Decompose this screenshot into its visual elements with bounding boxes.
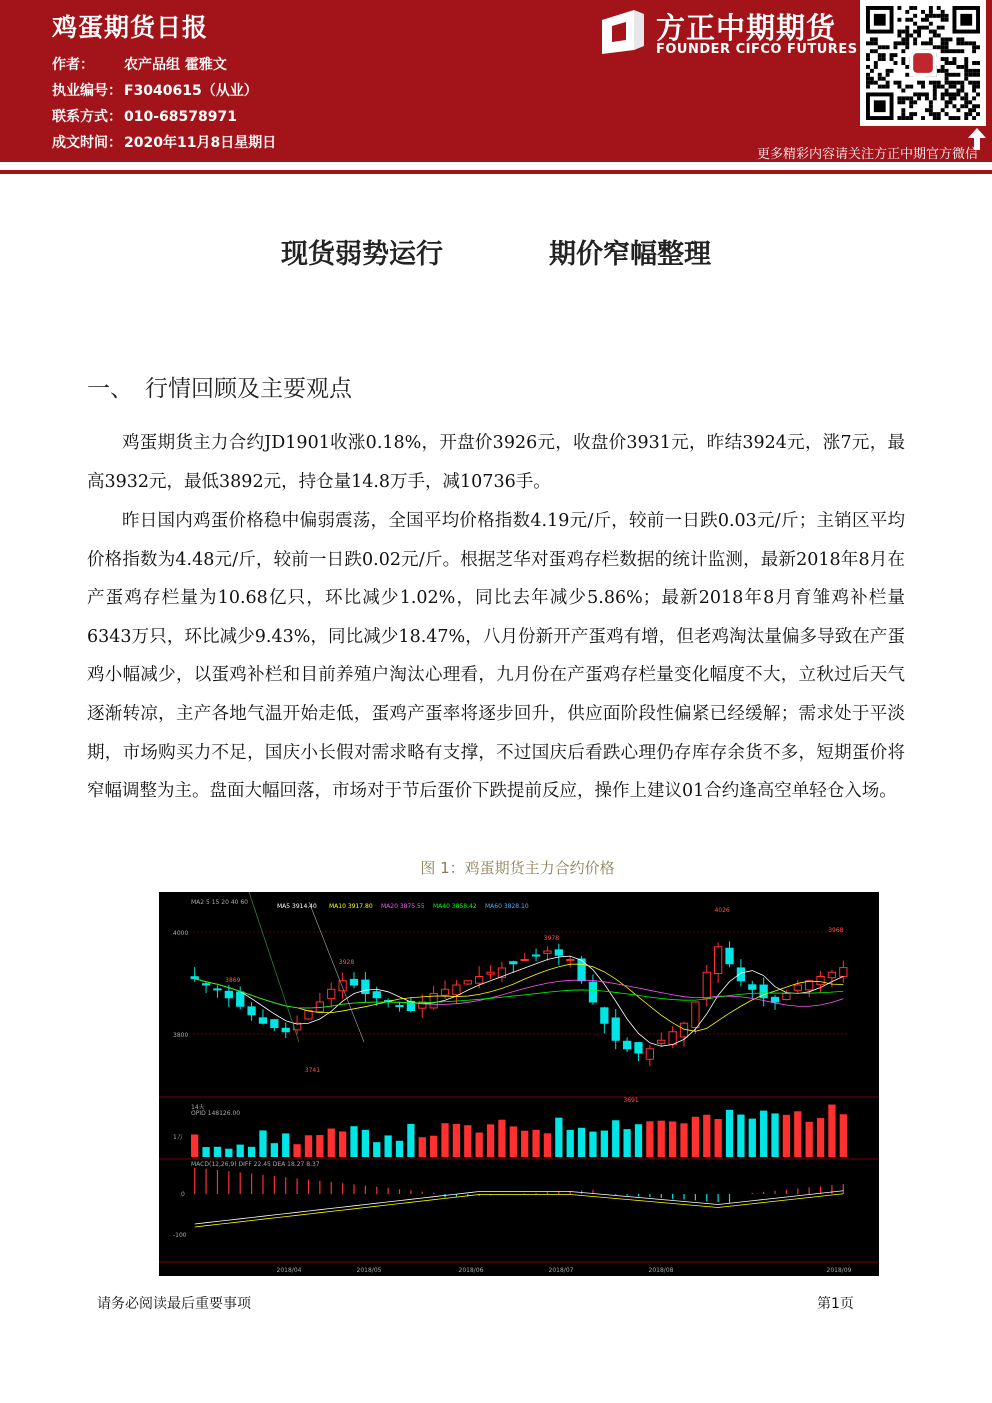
volume-bar: [248, 1147, 255, 1157]
candle-body: [271, 1020, 278, 1028]
volume-bar: [441, 1123, 448, 1157]
paragraph-analysis: 昨日国内鸡蛋价格稳中偏弱震荡，全国平均价格指数4.19元/斤，较前一日跌0.03元/斤；主销区平均价格指数为4.48元/斤，较前一日跌0.02元/斤。根据芝华对蛋鸡存栏数据的统计监测，最新2018年8月在产蛋鸡存栏量为10.68亿只，环比减少1.02%，同比去年减少5.86%；最新2018年8月育雏鸡补栏量6343万只，环比减少9.43%，同比减少18.47%，八月份新开产蛋鸡有增，但老鸡淘汰量偏多导致在产蛋鸡小幅减少，以蛋鸡补栏和目前养殖户淘汰心理看，九月份在产蛋鸡存栏量变化幅度不大，立秋过后天气逐渐转凉，主产各地气温开始走低，蛋鸡产蛋率将逐步回升，供应面阶段性偏紧已经缓解；需求处于平淡期，市场购买力不足，国庆小长假对需求略有支撑，不过国庆后看跌心理仍存库存余货不多，短期蛋价将窄幅调整为主。盘面大幅回落，市场对于节后蛋价下跌提前反应，操作上建议01合约逢高空单轻仓入场。: [87, 511, 905, 802]
candle-body: [589, 982, 596, 1002]
candle-body: [658, 1040, 665, 1043]
meta-author: 作者： 农产品组 霍雅文: [52, 57, 227, 73]
volume-bar: [396, 1141, 403, 1157]
volume-bar: [589, 1132, 596, 1157]
macd-y-tick: -100: [173, 1232, 187, 1239]
candle-body: [771, 997, 778, 1002]
x-axis-tick: 2018/09: [826, 1267, 852, 1274]
ma-legend-1: MA10 3917.80: [329, 903, 373, 910]
volume-bar: [282, 1133, 289, 1157]
candle-body: [828, 972, 835, 977]
candle-body: [373, 992, 380, 998]
price-annotation: 3869: [225, 977, 241, 984]
candle-body: [191, 977, 198, 979]
candle-body: [202, 984, 209, 985]
ma-legend-4: MA60 3828.10: [485, 903, 529, 910]
meta-contact: 联系方式： 010-68578971: [52, 109, 237, 125]
volume-bar: [328, 1129, 335, 1157]
title-right: 期价窄幅整理: [549, 239, 711, 270]
volume-bar: [555, 1118, 562, 1157]
x-axis-tick: 2018/04: [276, 1267, 302, 1274]
candle-body: [817, 977, 824, 985]
price-chart-svg: [159, 892, 879, 1276]
candle-body: [555, 950, 562, 955]
volume-bar: [362, 1130, 369, 1157]
price-annotation: 4026: [714, 907, 730, 914]
candle-body: [680, 1023, 687, 1037]
volume-bar: [271, 1143, 278, 1157]
candle-body: [248, 1007, 255, 1015]
volume-bar: [316, 1135, 323, 1157]
figure-caption: 图 1：鸡蛋期货主力合约价格: [420, 859, 615, 877]
candle-body: [726, 948, 733, 964]
section-number: 一、: [87, 376, 133, 402]
volume-bar: [828, 1105, 835, 1157]
x-axis-tick: 2018/08: [648, 1267, 674, 1274]
candle-body: [305, 1011, 312, 1019]
logo-text-en: FOUNDER CIFCO FUTURES: [656, 42, 858, 57]
section-title: 行情回顾及主要观点: [145, 376, 352, 402]
candle-body: [646, 1049, 653, 1059]
candle-body: [692, 1002, 699, 1028]
candle-body: [840, 968, 847, 977]
volume-bar: [623, 1129, 630, 1157]
candle-body: [544, 951, 551, 953]
volume-bar: [419, 1137, 426, 1157]
x-axis-tick: 2018/05: [356, 1267, 382, 1274]
page-title: [0, 232, 992, 271]
logo-text-cn: 方正中期期货: [656, 11, 837, 45]
candle-body: [749, 985, 756, 989]
candle-body: [510, 962, 517, 964]
follow-wechat-text: 更多精彩内容请关注方正中期官方微信: [756, 147, 978, 162]
price-y-tick: 4000: [173, 930, 189, 937]
candle-body: [476, 977, 483, 984]
section-heading: [87, 370, 352, 403]
volume-bar: [680, 1123, 687, 1157]
candle-body: [714, 947, 721, 974]
drawn-trendline: [309, 902, 364, 1042]
candle-body: [806, 981, 813, 990]
volume-bar: [476, 1133, 483, 1157]
paragraph-market-review: 鸡蛋期货主力合约JD1901收涨0.18%，开盘价3926元，收盘价3931元，昨结3924元，涨7元，最高3932元，最低3892元，持仓量14.8万手，减10736手。: [87, 433, 905, 492]
volume-bar: [737, 1115, 744, 1157]
price-annotation: 3691: [623, 1097, 639, 1104]
volume-bar: [783, 1115, 790, 1157]
volume-bar: [703, 1115, 710, 1157]
price-annotation: 3968: [828, 927, 844, 934]
price-annotation: 3741: [304, 1067, 321, 1074]
meta-license: 执业编号： F3040615（从业）: [52, 83, 258, 99]
volume-label: OPID 148126.00: [191, 1110, 241, 1117]
volume-bar: [840, 1114, 847, 1157]
volume-bar: [692, 1117, 699, 1157]
ma-legend-0: MA5 3914.40: [277, 903, 317, 910]
volume-bar: [191, 1135, 198, 1157]
candle-body: [567, 960, 574, 961]
volume-bar: [794, 1111, 801, 1157]
candle-body: [328, 989, 335, 998]
volume-bar: [567, 1130, 574, 1157]
volume-bar: [771, 1113, 778, 1157]
price-y-tick: 3800: [173, 1032, 189, 1039]
volume-bar: [259, 1130, 266, 1157]
candle-body: [225, 991, 232, 997]
volume-bar: [453, 1124, 460, 1157]
candle-body: [635, 1043, 642, 1053]
qr-code-icon[interactable]: [860, 0, 986, 126]
macd-diff-line: [195, 1191, 844, 1224]
volume-bar: [578, 1128, 585, 1157]
volume-bar: [237, 1145, 244, 1157]
volume-bar: [339, 1131, 346, 1157]
volume-bar: [521, 1131, 528, 1157]
candle-body: [601, 1008, 608, 1023]
candle-body: [396, 1006, 403, 1007]
candle-body: [623, 1041, 630, 1048]
volume-bar: [817, 1118, 824, 1157]
qr-pattern: [866, 6, 980, 120]
candle-body: [794, 985, 801, 990]
x-axis-tick: 2018/06: [458, 1267, 484, 1274]
volume-bar: [760, 1111, 767, 1157]
volume-bar: [487, 1124, 494, 1157]
volume-bar: [202, 1147, 209, 1157]
volume-bar: [806, 1122, 813, 1157]
volume-bar: [430, 1136, 437, 1157]
candle-body: [214, 989, 221, 990]
candle-body: [669, 1032, 676, 1045]
volume-bar: [635, 1124, 642, 1157]
candle-body: [783, 994, 790, 1000]
volume-bar: [726, 1110, 733, 1157]
macd-label: MACD(12,26,9) DIFF 22.45 DEA 18.27 8.37: [191, 1161, 320, 1168]
macd-y-tick: 0: [181, 1191, 185, 1198]
candle-body: [237, 992, 244, 1006]
volume-bar: [658, 1121, 665, 1157]
candle-body: [532, 955, 539, 956]
volume-bar: [373, 1142, 380, 1157]
report-meta: [52, 55, 276, 159]
volume-bar: [749, 1119, 756, 1157]
price-annotation: 3978: [543, 935, 560, 942]
report-header: [0, 0, 992, 162]
candle-body: [612, 1018, 619, 1040]
candle-body: [350, 979, 357, 985]
ma-params-label: MA2 5 15 20 40 60: [191, 899, 248, 906]
volume-bar: [510, 1126, 517, 1157]
candle-body: [464, 981, 471, 984]
volume-bar: [646, 1121, 653, 1157]
volume-bar: [612, 1120, 619, 1157]
candle-body: [339, 981, 346, 991]
volume-bar: [384, 1135, 391, 1157]
candle-body: [703, 972, 710, 998]
report-title: 鸡蛋期货日报: [52, 13, 209, 42]
volume-bar: [601, 1131, 608, 1157]
volume-bar: [225, 1149, 232, 1157]
volume-bar: [293, 1144, 300, 1157]
volume-bar: [544, 1133, 551, 1157]
volume-bar: [464, 1125, 471, 1157]
footer-page-number: 第1页: [817, 1296, 854, 1312]
candle-body: [521, 960, 528, 961]
ma-legend-3: MA40 3858.42: [433, 903, 477, 910]
candle-body: [737, 968, 744, 981]
logo-mark-icon: [598, 6, 648, 56]
volume-bar: [498, 1120, 505, 1157]
company-logo: [598, 6, 856, 60]
candle-body: [259, 1018, 266, 1023]
candle-body: [487, 972, 494, 974]
volume-bar: [305, 1135, 312, 1157]
volume-bar: [669, 1121, 676, 1157]
candle-body: [282, 1028, 289, 1031]
candle-body: [441, 989, 448, 995]
volume-bar: [532, 1130, 539, 1157]
x-axis-tick: 2018/07: [548, 1267, 574, 1274]
volume-bar: [407, 1124, 414, 1157]
title-left: 现货弱势运行: [281, 239, 443, 270]
ma-line-5: [195, 956, 844, 1046]
volume-days-label: 14天: [191, 1104, 205, 1111]
macd-dea-line: [195, 1194, 844, 1227]
price-annotation: 3928: [338, 959, 355, 966]
volume-y-tick: 1万: [173, 1134, 183, 1141]
ma-legend-2: MA20 3875.55: [381, 903, 425, 910]
header-divider: [0, 162, 992, 174]
candle-body: [453, 985, 460, 995]
price-chart: [159, 892, 879, 1276]
candle-body: [362, 980, 369, 993]
footer-disclaimer: 请务必阅读最后重要事项: [97, 1296, 251, 1312]
meta-date: 成文时间： 2020年11月8日星期日: [52, 135, 277, 151]
volume-bar: [350, 1126, 357, 1157]
volume-bar: [214, 1147, 221, 1157]
volume-bar: [714, 1119, 721, 1157]
